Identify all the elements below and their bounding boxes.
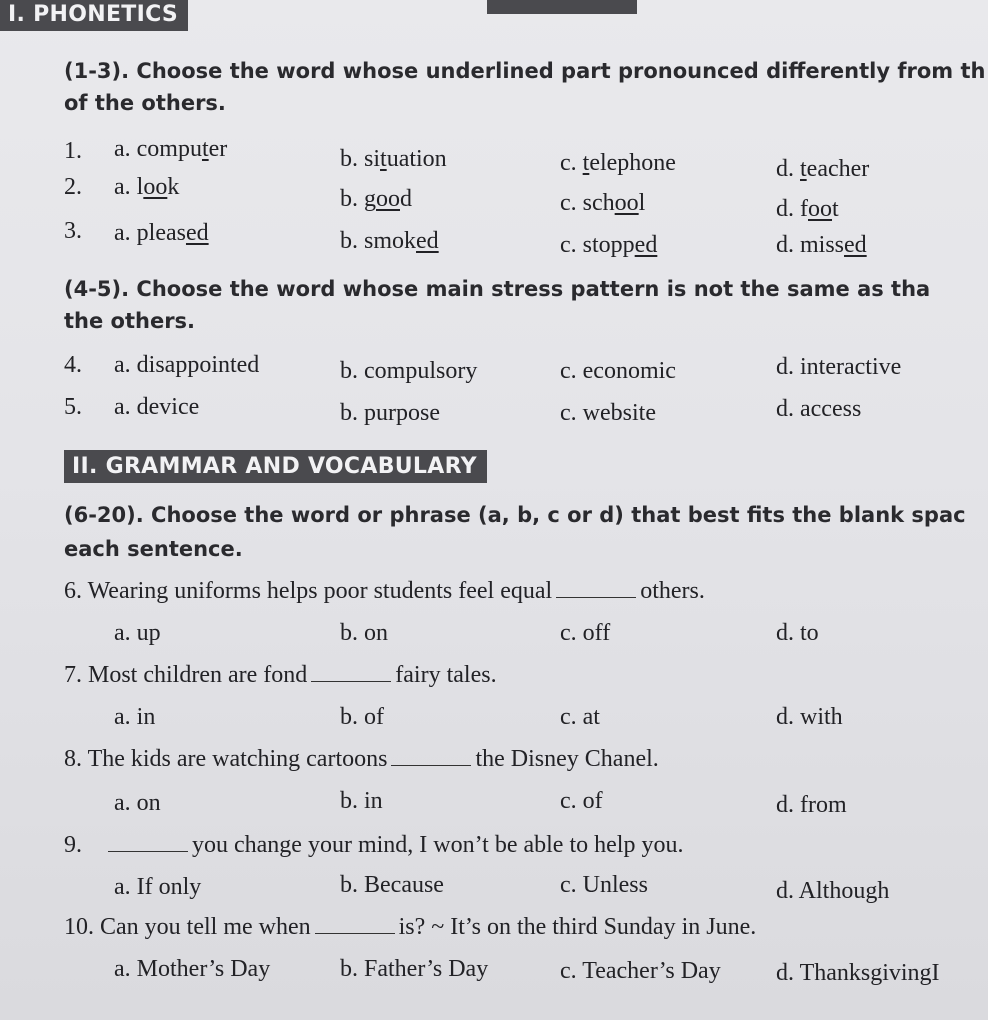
q4-option-a: a. disappointed	[114, 352, 260, 378]
q9-pre: 9.	[64, 832, 82, 858]
q1-d-underlined: t	[800, 156, 807, 182]
q1-option-d	[776, 156, 869, 183]
q2-d-post: t	[832, 196, 839, 222]
q5-option-c: c. website	[560, 400, 656, 426]
q3-c-underlined: ed	[634, 232, 658, 258]
q7-option-c: c. at	[560, 704, 600, 730]
q7-option-a: a. in	[114, 704, 156, 730]
q4-option-b: b. compulsory	[340, 358, 478, 384]
q2-a-underlined: oo	[143, 174, 168, 200]
section-1-title: I. PHONETICS	[0, 0, 188, 31]
q10-pre: 10. Can you tell me when	[64, 914, 311, 940]
q2-a-pre: a. l	[114, 174, 144, 200]
q10-option-c: c. Teacher’s Day	[560, 958, 721, 984]
q7-blank	[311, 663, 391, 682]
q3-b-pre: b. smok	[340, 228, 417, 254]
q1-a-post: er	[208, 136, 228, 162]
q3-a-pre: a. pleas	[114, 220, 186, 246]
section-2-title: II. GRAMMAR AND VOCABULARY	[64, 450, 487, 483]
q2-d-pre: d. f	[776, 196, 808, 222]
q1-option-b	[340, 146, 447, 173]
q6-option-d: d. to	[776, 620, 819, 646]
q1-b-post: uation	[386, 146, 447, 172]
q7-pre: 7. Most children are fond	[64, 662, 308, 688]
q10-blank	[315, 915, 395, 934]
q3-option-a	[114, 220, 209, 247]
q9-option-a: a. If only	[114, 874, 202, 900]
q4-option-d: d. interactive	[776, 354, 902, 380]
q6-pre: 6. Wearing uniforms helps poor students feel equal	[64, 578, 553, 604]
q10-stem	[64, 914, 756, 941]
q2-c-pre: c. sch	[560, 190, 615, 216]
q9-stem	[64, 832, 683, 859]
q10-post: is? ~ It’s on the third Sunday in June.	[398, 914, 757, 940]
section2-instruction-line1: (6-20). Choose the word or phrase (a, b, c or d) that best fits the blank spac	[64, 503, 966, 527]
q5-number: 5.	[64, 394, 82, 420]
q2-c-underlined: oo	[614, 190, 639, 216]
part1-instruction-line1: (1-3). Choose the word whose underlined part pronounced differently from th	[64, 59, 986, 83]
q6-option-c: c. off	[560, 620, 611, 646]
q7-stem	[64, 662, 497, 689]
part2-instruction-line2: the others.	[64, 309, 196, 333]
q1-c-post: elephone	[589, 150, 676, 176]
q10-option-a: a. Mother’s Day	[114, 956, 271, 982]
q2-option-b	[340, 186, 412, 213]
q8-option-b: b. in	[340, 788, 383, 814]
q2-b-post: d	[400, 186, 412, 212]
q3-number: 3.	[64, 218, 82, 244]
q8-option-a: a. on	[114, 790, 161, 816]
q3-option-b	[340, 228, 439, 255]
q1-b-underlined: t	[380, 146, 387, 172]
q3-d-pre: d. miss	[776, 232, 845, 258]
q1-c-pre: c.	[560, 150, 583, 176]
q5-option-a: a. device	[114, 394, 200, 420]
q2-option-d	[776, 196, 839, 223]
part2-instruction-line1: (4-5). Choose the word whose main stress pattern is not the same as tha	[64, 277, 931, 301]
q1-number: 1.	[64, 138, 82, 164]
q5-option-b: b. purpose	[340, 400, 440, 426]
q1-a-pre: a. compu	[114, 136, 202, 162]
q7-option-d: d. with	[776, 704, 843, 730]
q8-option-d: d. from	[776, 792, 847, 818]
q8-option-c: c. of	[560, 788, 603, 814]
q1-d-pre: d.	[776, 156, 800, 182]
q1-b-pre: b. si	[340, 146, 381, 172]
section2-instruction-line2: each sentence.	[64, 537, 243, 561]
q1-a-underlined: t	[201, 136, 209, 162]
q3-option-c	[560, 232, 657, 259]
q8-post: the Disney Chanel.	[475, 746, 659, 772]
q9-option-d: d. Although	[776, 878, 890, 904]
q5-option-d: d. access	[776, 396, 862, 422]
q10-option-b: b. Father’s Day	[340, 956, 489, 982]
q2-b-underlined: oo	[376, 186, 400, 212]
q2-a-post: k	[167, 174, 180, 200]
q2-option-a	[114, 174, 179, 201]
q2-d-underlined: oo	[808, 196, 832, 222]
q8-stem	[64, 746, 659, 773]
q1-c-underlined: t	[582, 150, 590, 176]
q9-post: you change your mind, I won’t be able to help you.	[192, 832, 684, 858]
q8-pre: 8. The kids are watching cartoons	[64, 746, 388, 772]
q7-post: fairy tales.	[395, 662, 497, 688]
q6-option-a: a. up	[114, 620, 161, 646]
q4-option-c: c. economic	[560, 358, 676, 384]
q2-number: 2.	[64, 174, 82, 200]
q6-option-b: b. on	[340, 620, 388, 646]
q1-option-c	[560, 150, 676, 177]
q3-a-underlined: ed	[185, 220, 209, 246]
q3-option-d	[776, 232, 867, 259]
q6-stem	[64, 578, 705, 605]
q2-b-pre: b. g	[340, 186, 376, 212]
q8-blank	[391, 747, 471, 766]
q3-c-pre: c. stopp	[560, 232, 635, 258]
part1-instruction-line2: of the others.	[64, 91, 226, 115]
q4-number: 4.	[64, 352, 82, 378]
q6-post: others.	[640, 578, 705, 604]
q2-option-c	[560, 190, 645, 217]
q3-b-underlined: ed	[416, 228, 439, 254]
top-decor-bar	[487, 0, 637, 14]
q1-d-post: eacher	[806, 156, 870, 182]
q6-blank	[556, 579, 636, 598]
q1-option-a	[114, 136, 227, 163]
q3-d-underlined: ed	[844, 232, 867, 258]
q2-c-post: l	[638, 190, 646, 216]
q9-option-c: c. Unless	[560, 872, 648, 898]
q9-option-b: b. Because	[340, 872, 444, 898]
q9-blank	[108, 833, 188, 852]
q7-option-b: b. of	[340, 704, 384, 730]
q10-option-d: d. ThanksgivingI	[776, 960, 940, 986]
